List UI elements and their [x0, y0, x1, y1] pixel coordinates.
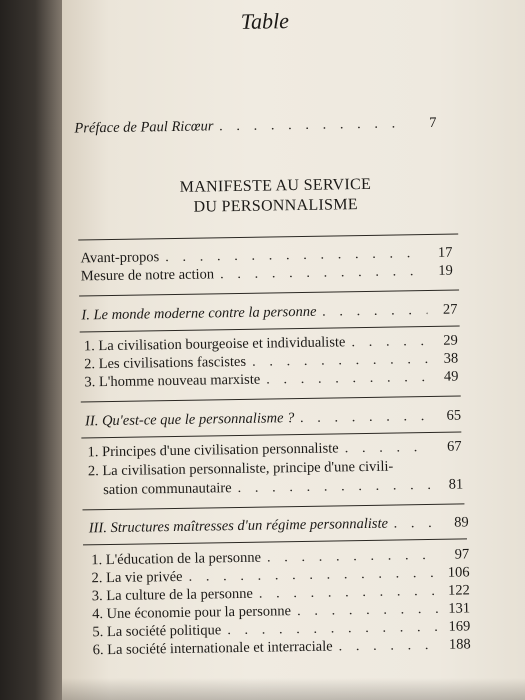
toc-part-2	[85, 406, 461, 430]
toc-part-3	[89, 513, 469, 537]
section-rule	[82, 503, 464, 510]
toc-page: 106	[447, 564, 470, 581]
toc-page: 38	[443, 350, 459, 367]
section-rule	[81, 395, 461, 402]
toc-label: 4. Une économie pour la personne	[92, 603, 292, 623]
toc-page: 122	[447, 582, 470, 599]
toc-page: 49	[443, 368, 459, 385]
toc-page: 89	[454, 514, 469, 531]
toc-page: 27	[442, 301, 458, 318]
toc-label: 1. L'éducation de la personne	[91, 549, 262, 569]
toc-leader	[237, 476, 433, 497]
section-rule	[78, 234, 458, 241]
toc-leader	[297, 600, 440, 620]
toc-label: Mesure de notre action	[80, 266, 215, 285]
section-rule	[79, 289, 459, 296]
toc-leader	[322, 301, 427, 321]
toc-label: Avant-propos	[80, 249, 160, 267]
toc-chapter-line1: 2. La civilisation personnaliste, principe d'une civili-	[87, 458, 394, 480]
toc-label: 1. Principes d'une civilisation personnaliste	[87, 440, 339, 461]
toc-label: 6. La société internationale et interraciale	[92, 638, 333, 659]
manifesto-heading-line2: DU PERSONNALISME	[193, 196, 359, 216]
toc-page: 19	[438, 262, 453, 279]
toc-page: 169	[448, 618, 471, 635]
toc-label: 2. Les civilisations fascistes	[84, 353, 247, 373]
toc-label: 3. L'homme nouveau marxiste	[84, 371, 261, 391]
toc-entry-preface	[74, 114, 436, 138]
toc-label: I. Le monde moderne contre la personne	[81, 303, 317, 324]
toc-page: 97	[454, 546, 470, 563]
toc-leader	[266, 368, 428, 389]
toc-page: 188	[448, 636, 471, 653]
manifesto-heading	[145, 174, 406, 218]
toc-label: 3. La culture de la personne	[91, 585, 253, 605]
toc-leader	[338, 636, 440, 656]
manifesto-heading-line1: MANIFESTE AU SERVICE	[179, 175, 372, 196]
toc-page: 17	[437, 244, 453, 261]
toc-leader	[351, 332, 428, 351]
toc-label: sation communautaire	[103, 480, 232, 499]
section-rule	[83, 538, 467, 545]
toc-page: 81	[448, 476, 464, 493]
page-title: Table	[240, 8, 290, 34]
toc-label: 2. La vie privée	[91, 568, 183, 587]
toc-page: 7	[429, 114, 437, 131]
toc-page: 131	[448, 600, 471, 617]
toc-leader	[345, 438, 432, 457]
toc-leader	[220, 262, 423, 283]
toc-label: III. Structures maîtresses d'un régime personnaliste	[88, 515, 389, 537]
toc-leader	[394, 514, 439, 533]
toc-leader	[219, 114, 406, 135]
toc-label: 1. La civilisation bourgeoise et individualiste	[83, 334, 346, 355]
toc-part-1	[81, 301, 457, 325]
toc-label: 5. La société politique	[92, 622, 222, 641]
toc-chapter	[87, 437, 461, 461]
toc-label: II. Qu'est-ce que le personnalisme ?	[84, 410, 295, 430]
toc-page: 65	[446, 407, 462, 424]
toc-leader	[300, 407, 431, 427]
toc-label: Préface de Paul Ricœur	[74, 118, 214, 137]
toc-page: 67	[446, 438, 462, 455]
toc-page: 29	[443, 332, 458, 349]
